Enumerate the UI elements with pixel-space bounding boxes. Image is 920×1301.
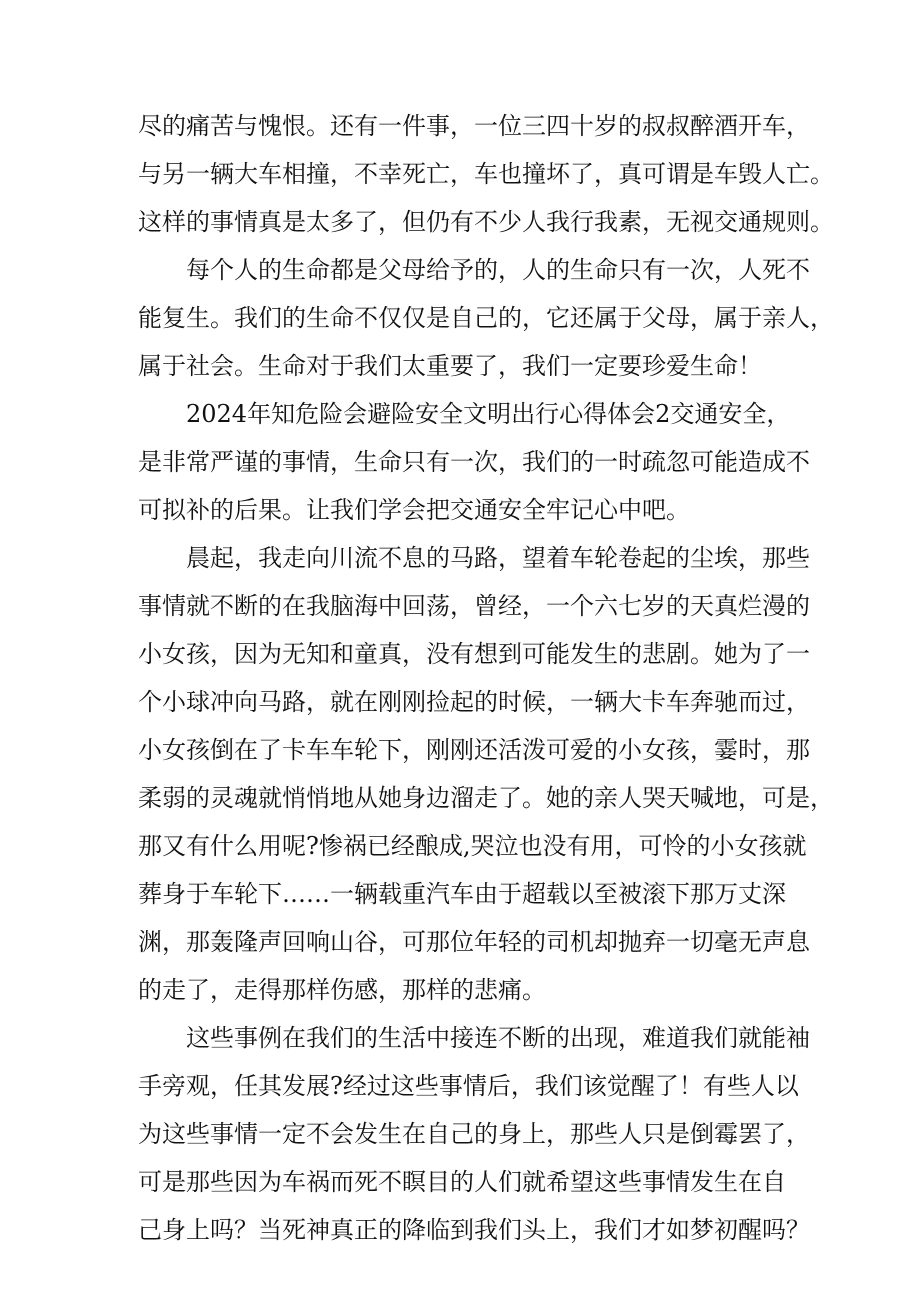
- text-line: 的走了，走得那样伤感，那样的悲痛。: [138, 976, 546, 1004]
- text-line: 可是那些因为车祸而死不瞑目的人们就希望这些事情发生在自: [138, 1168, 786, 1196]
- text-line: 尽的痛苦与愧恨。还有一件事，一位三四十岁的叔叔醉酒开车，: [138, 112, 810, 140]
- document-body: [138, 102, 834, 1254]
- text-line: 这些事例在我们的生活中接连不断的出现，难道我们就能袖: [186, 1024, 810, 1052]
- text-line: 能复生。我们的生命不仅仅是自己的，它还属于父母，属于亲人，: [138, 304, 834, 332]
- text-line: 晨起，我走向川流不息的马路，望着车轮卷起的尘埃，那些: [186, 544, 810, 572]
- text-line: 手旁观，任其发展?经过这些事情后，我们该觉醒了！有些人以: [138, 1072, 799, 1100]
- text-line: 2024年知危险会避险安全文明出行心得体会2交通安全，: [186, 400, 791, 428]
- text-line: 那又有什么用呢?惨祸已经酿成,哭泣也没有用，可怜的小女孩就: [138, 832, 807, 860]
- text-line: 这样的事情真是太多了，但仍有不少人我行我素，无视交通规则。: [138, 208, 834, 236]
- text-line: 葬身于车轮下……一辆载重汽车由于超载以至被滚下那万丈深: [138, 880, 786, 908]
- text-line: 小女孩，因为无知和童真，没有想到可能发生的悲剧。她为了一: [138, 640, 810, 668]
- text-line: 柔弱的灵魂就悄悄地从她身边溜走了。她的亲人哭天喊地，可是，: [138, 784, 834, 812]
- text-line: 个小球冲向马路，就在刚刚捡起的时候，一辆大卡车奔驰而过，: [138, 688, 810, 716]
- text-line: 是非常严谨的事情，生命只有一次，我们的一时疏忽可能造成不: [138, 448, 810, 476]
- text-line: 与另一辆大车相撞，不幸死亡，车也撞坏了，真可谓是车毁人亡。: [138, 160, 834, 188]
- text-line: 己身上吗？当死神真正的降临到我们头上，我们才如梦初醒吗？: [138, 1216, 810, 1244]
- text-line: 渊，那轰隆声回响山谷，可那位年轻的司机却抛弃一切毫无声息: [138, 928, 810, 956]
- text-line: 事情就不断的在我脑海中回荡，曾经，一个六七岁的天真烂漫的: [138, 592, 810, 620]
- text-line: 为这些事情一定不会发生在自己的身上，那些人只是倒霉罢了，: [138, 1120, 810, 1148]
- text-line: 小女孩倒在了卡车车轮下，刚刚还活泼可爱的小女孩，霎时，那: [138, 736, 810, 764]
- text-line: 每个人的生命都是父母给予的，人的生命只有一次，人死不: [186, 256, 810, 284]
- text-line: 属于社会。生命对于我们太重要了，我们一定要珍爱生命！: [138, 352, 762, 380]
- text-line: 可拟补的后果。让我们学会把交通安全牢记心中吧。: [138, 496, 690, 524]
